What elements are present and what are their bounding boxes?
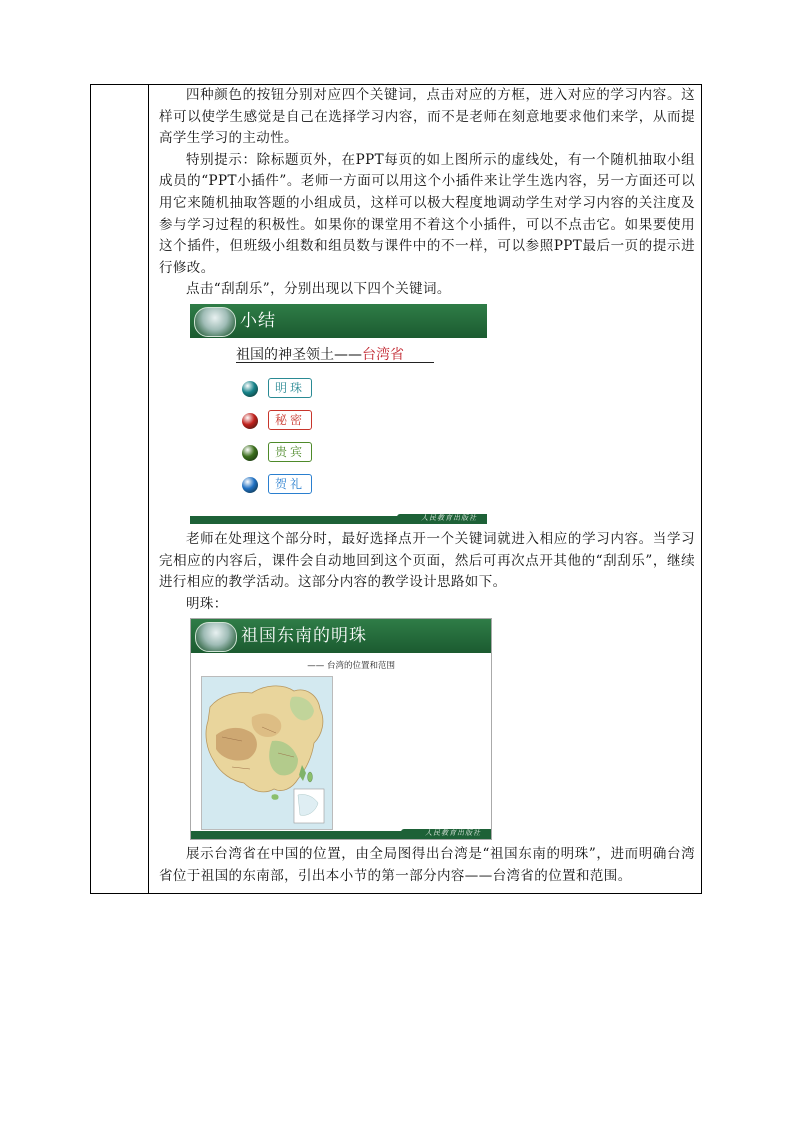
slide-footer [191, 831, 491, 839]
keyword-ball-icon [242, 381, 258, 397]
subtitle-prefix: 祖国的神圣领土—— [236, 346, 362, 363]
subtitle-underline [236, 362, 434, 363]
china-map-image [201, 676, 333, 830]
keyword-ball-icon [242, 445, 258, 461]
publisher-mark: 人民教育出版社 [425, 829, 481, 838]
publisher-mark: 人民教育出版社 [421, 513, 477, 522]
slide-footer [190, 513, 487, 524]
keyword-ball-icon [242, 413, 258, 429]
keyword-button[interactable]: 贵宾 [268, 442, 312, 462]
table-column-divider [148, 85, 149, 893]
keyword-button[interactable]: 贺礼 [268, 474, 312, 494]
subtitle-highlight: 台湾省 [362, 346, 404, 363]
paragraph-buttons: 四种颜色的按钮分别对应四个关键词，点击对应的方框，进入对应的学习内容。这样可以使学生感觉是自己在选择学习内容，而不是老师在刻意地要求他们来学，从而提高学生学习的主动性。 [159, 87, 695, 147]
slide-header [191, 619, 491, 653]
keyword-ball-icon [242, 477, 258, 493]
landscape-thumbnail-icon [194, 307, 236, 337]
keyword-button[interactable]: 明珠 [268, 378, 312, 398]
keyword-button[interactable]: 秘密 [268, 410, 312, 430]
slide-summary [190, 304, 487, 524]
paragraph-tip: 特别提示：除标题页外，在PPT每页的如上图所示的虚线处，有一个随机抽取小组成员的“PPT小插件”。老师一方面可以用这个小插件来让学生选内容，另一方面还可以用它来随机抽取答题的小组成员，这样可以极大程度地调动学生对学习内容的关注度及参与学习过程的积极性。如果你的课堂用不着这个小插件，可以不点击它。如果要使用这个插件，但班级小组数和组员数与课件中的不一样，可以参照PPT最后一页的提示进行修改。 [159, 151, 695, 276]
paragraph-mingzhu-label: 明珠： [186, 595, 228, 612]
slide-pearl [190, 618, 492, 840]
paragraph-scratch: 点击“刮刮乐”，分别出现以下四个关键词。 [186, 281, 451, 298]
slide-subtitle: —— 台湾的位置和范围 [307, 661, 395, 672]
landscape-thumbnail-icon [195, 622, 237, 652]
slide-title: 小结 [240, 310, 276, 331]
table-frame [90, 84, 702, 894]
paragraph-process: 老师在处理这个部分时，最好选择点开一个关键词就进入相应的学习内容。当学习完相应的内容后，课件会自动地回到这个页面，然后可再次点开其他的“刮刮乐”，继续进行相应的教学活动。这部分内容的教学设计思路如下。 [159, 530, 695, 591]
content-cell [159, 85, 695, 888]
china-map-icon [202, 677, 332, 829]
slide-header [190, 304, 487, 338]
paragraph-conclusion: 展示台湾省在中国的位置，由全局图得出台湾是“祖国东南的明珠”，进而明确台湾省位于祖国的东南部，引出本小节的第一部分内容——台湾省的位置和范围。 [159, 846, 695, 884]
slide-title: 祖国东南的明珠 [241, 626, 367, 647]
slide-subtitle [236, 344, 404, 364]
